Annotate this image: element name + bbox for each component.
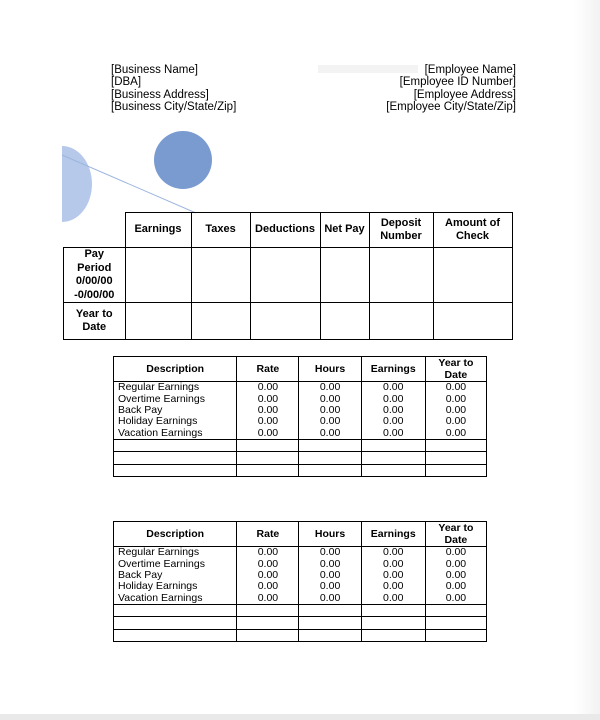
business-city: [Business City/State/Zip] [111, 101, 237, 114]
summary-cell [191, 303, 250, 340]
empty-row [114, 452, 487, 464]
table-row [114, 393, 487, 404]
earnings-header-row [114, 357, 487, 382]
col-ytd: Year to Date [425, 522, 486, 547]
row-hours: 0.00 [299, 558, 361, 569]
row-earnings: 0.00 [361, 581, 425, 592]
summary-cell [191, 248, 250, 303]
row-ytd: 0.00 [425, 558, 486, 569]
row-rate: 0.00 [237, 570, 299, 581]
row-ytd: 0.00 [425, 382, 486, 394]
row-hours: 0.00 [299, 382, 361, 394]
empty-row [114, 629, 487, 641]
row-rate: 0.00 [237, 393, 299, 404]
row-description: Holiday Earnings [114, 416, 237, 427]
row-hours: 0.00 [299, 393, 361, 404]
row-hours: 0.00 [299, 570, 361, 581]
row-hours: 0.00 [299, 547, 361, 559]
row-ytd: 0.00 [425, 547, 486, 559]
row-hours: 0.00 [299, 593, 361, 605]
row-ytd: 0.00 [425, 416, 486, 427]
row-earnings: 0.00 [361, 558, 425, 569]
summary-col-deductions: Deductions [250, 213, 320, 248]
row-ytd: 0.00 [425, 581, 486, 592]
table-row [114, 558, 487, 569]
summary-cell [320, 248, 369, 303]
row-ytd: 0.00 [425, 393, 486, 404]
summary-col-earnings: Earnings [125, 213, 191, 248]
row-earnings: 0.00 [361, 393, 425, 404]
row-ytd: 0.00 [425, 570, 486, 581]
row-hours: 0.00 [299, 405, 361, 416]
earnings-table-1 [113, 356, 487, 477]
employee-name: [Employee Name] [424, 64, 516, 76]
summary-header-row [64, 213, 513, 248]
row-description: Back Pay [114, 570, 237, 581]
row-rate: 0.00 [237, 382, 299, 394]
col-ytd: Year to Date [425, 357, 486, 382]
row-rate: 0.00 [237, 547, 299, 559]
col-hours: Hours [299, 357, 361, 382]
row-earnings: 0.00 [361, 428, 425, 440]
row-hours: 0.00 [299, 416, 361, 427]
business-name: [Business Name] [111, 64, 198, 76]
row-hours: 0.00 [299, 428, 361, 440]
row-rate: 0.00 [237, 558, 299, 569]
row-rate: 0.00 [237, 416, 299, 427]
earnings-table-2 [113, 521, 487, 642]
summary-cell [250, 303, 320, 340]
employee-address: [Employee Address] [413, 88, 516, 101]
row-rate: 0.00 [237, 581, 299, 592]
table-row [114, 416, 487, 427]
col-hours: Hours [299, 522, 361, 547]
row-description: Vacation Earnings [114, 593, 237, 605]
summary-cell [433, 303, 512, 340]
summary-col-taxes: Taxes [191, 213, 250, 248]
table-row [114, 547, 487, 559]
summary-cell [250, 248, 320, 303]
employee-id: [Employee ID Number] [399, 76, 516, 89]
row-ytd: 0.00 [425, 593, 486, 605]
empty-row [114, 439, 487, 451]
col-description: Description [114, 357, 237, 382]
row-ytd: 0.00 [425, 405, 486, 416]
row-rate: 0.00 [237, 593, 299, 605]
empty-row [114, 464, 487, 476]
row-description: Holiday Earnings [114, 581, 237, 592]
col-earnings: Earnings [361, 522, 425, 547]
summary-cell [433, 248, 512, 303]
table-row [114, 581, 487, 592]
row-rate: 0.00 [237, 428, 299, 440]
empty-row [114, 604, 487, 616]
row-earnings: 0.00 [361, 405, 425, 416]
col-rate: Rate [237, 522, 299, 547]
summary-row-label-ytd: Year to Date [64, 303, 126, 340]
row-earnings: 0.00 [361, 593, 425, 605]
decorative-circle [154, 131, 212, 189]
summary-col-deposit-number: Deposit Number [369, 213, 433, 248]
table-row [114, 428, 487, 440]
row-earnings: 0.00 [361, 416, 425, 427]
summary-row-label-pay-period: Pay Period 0/00/00 -0/00/00 [64, 248, 126, 303]
row-description: Back Pay [114, 405, 237, 416]
employee-city: [Employee City/State/Zip] [386, 101, 516, 114]
summary-cell [369, 248, 433, 303]
row-description: Vacation Earnings [114, 428, 237, 440]
pay-summary-table [63, 212, 513, 340]
summary-row-pay-period [64, 248, 513, 303]
summary-row-ytd [64, 303, 513, 340]
summary-cell [125, 248, 191, 303]
row-description: Regular Earnings [114, 547, 237, 559]
row-description: Overtime Earnings [114, 393, 237, 404]
summary-corner [64, 213, 126, 248]
row-hours: 0.00 [299, 581, 361, 592]
table-row [114, 593, 487, 605]
summary-cell [125, 303, 191, 340]
summary-col-amount-of-check: Amount of Check [433, 213, 512, 248]
business-dba: [DBA] [111, 76, 142, 89]
row-description: Regular Earnings [114, 382, 237, 394]
summary-cell [369, 303, 433, 340]
row-earnings: 0.00 [361, 382, 425, 394]
row-earnings: 0.00 [361, 547, 425, 559]
summary-cell [320, 303, 369, 340]
row-description: Overtime Earnings [114, 558, 237, 569]
col-earnings: Earnings [361, 357, 425, 382]
earnings-header-row [114, 522, 487, 547]
business-address: [Business Address] [111, 88, 209, 101]
summary-col-net-pay: Net Pay [320, 213, 369, 248]
row-rate: 0.00 [237, 405, 299, 416]
row-earnings: 0.00 [361, 570, 425, 581]
col-description: Description [114, 522, 237, 547]
table-row [114, 382, 487, 394]
row-ytd: 0.00 [425, 428, 486, 440]
empty-row [114, 617, 487, 629]
col-rate: Rate [237, 357, 299, 382]
